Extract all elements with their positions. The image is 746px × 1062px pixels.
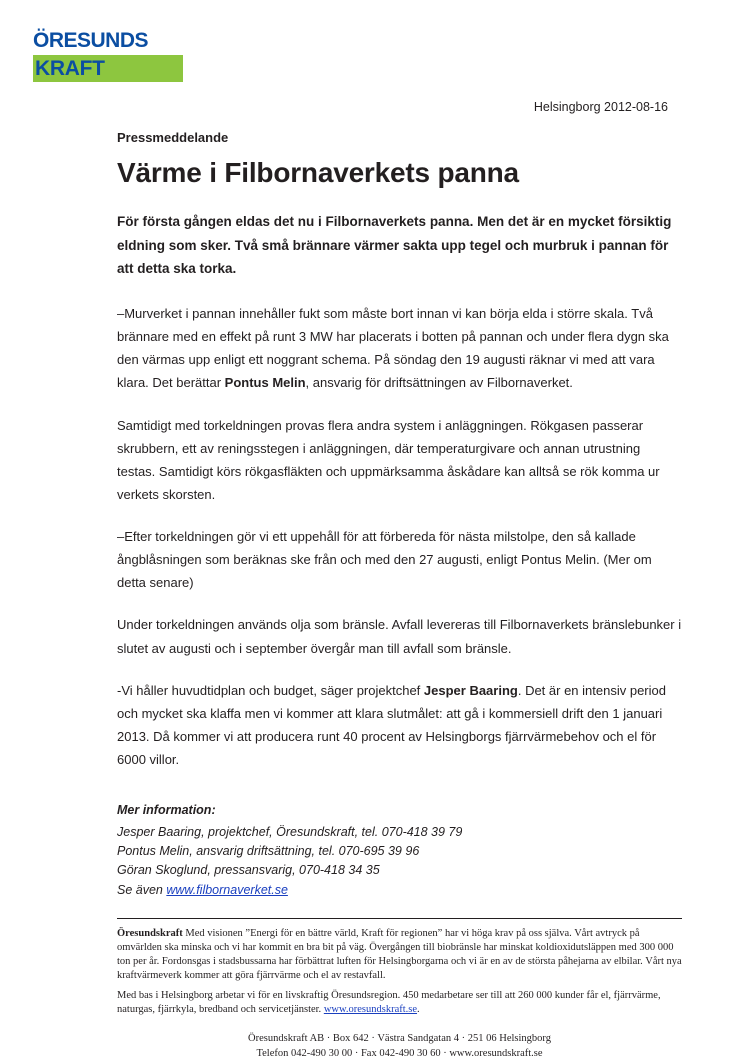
logo-bottom-row — [33, 55, 183, 82]
body-paragraph-5 — [117, 679, 682, 772]
logo-word-kraft: KRAFT — [35, 57, 105, 80]
place-date: Helsingborg 2012-08-16 — [533, 100, 668, 114]
boilerplate-paragraph-2 — [117, 989, 682, 1017]
boilerplate-company-name: Öresundskraft — [117, 928, 183, 940]
logo-top-row — [33, 28, 183, 55]
boilerplate-paragraph-1 — [117, 927, 682, 982]
more-information-title: Mer information: — [117, 803, 216, 818]
page-title: Värme i Filbornaverkets panna — [117, 157, 519, 188]
address-line-2: Telefon 042-490 30 00 · Fax 042-490 30 60 · www.oresundskraft.se — [256, 1048, 543, 1060]
address-line-1: Öresundskraft AB · Box 642 · Västra Sandgatan 4 · 251 06 Helsingborg — [248, 1033, 551, 1045]
see-also-line — [117, 881, 682, 900]
paragraph-1-bold: Pontus Melin — [224, 375, 306, 391]
body-paragraph-3: –Efter torkeldningen gör vi ett uppehåll för att förbereda för nästa milstolpe, den så kallade ångblåsningen som beräknas ske från och med den 27 augusti, enligt Pontus Melin. (Mer om detta senare) — [117, 529, 652, 591]
paragraph-5-bold: Jesper Baaring — [423, 682, 518, 698]
filbornaverket-link[interactable]: www.filbornaverket.se — [166, 882, 288, 897]
contact-pontus-melin: Pontus Melin, ansvarig driftsättning, tel. 070-695 39 96 — [117, 843, 420, 858]
paragraph-5-pre: -Vi håller huvudtidplan och budget, säger projektchef — [117, 682, 424, 698]
see-also-label: Se även — [117, 882, 167, 897]
lead-paragraph: För första gången eldas det nu i Filbornaverkets panna. Men det är en mycket försiktig eldning som sker. Två små brännare värmer sakta upp tegel och murbruk i pannan för att detta ska torka. — [117, 214, 672, 276]
logo-word-oresunds: ÖRESUNDS — [33, 29, 149, 52]
company-address — [117, 1031, 682, 1061]
contact-jesper-baaring: Jesper Baaring, projektchef, Öresundskraft, tel. 070-418 39 79 — [117, 824, 463, 839]
more-information-block — [117, 801, 682, 900]
boilerplate-text-2-pre: Med bas i Helsingborg arbetar vi för en livskraftig Öresundsregion. 450 medarbetare ser till att 260 000 kunder får el, fjärrvärme, naturgas, fjärrkyla, bredband och servicetjänster. — [117, 990, 661, 1016]
paragraph-5-post: . Det är en intensiv period och mycket ska klaffa men vi kommer att klara slutmålet: att gå i kommersiell drift den 1 januari 2013. Då kommer vi att producera runt 40 procent av Helsingborgs fjärrvärmebehov och el för 6000 villor. — [117, 682, 666, 768]
oresundskraft-link[interactable]: www.oresundskraft.se — [323, 1004, 418, 1016]
body-paragraph-1 — [117, 302, 682, 395]
paragraph-1-post: , ansvarig för driftsättningen av Filbornaverket. — [305, 375, 573, 391]
boilerplate-text-2-post: . — [417, 1004, 420, 1016]
document-body — [117, 130, 682, 1062]
company-boilerplate — [117, 927, 682, 1017]
kicker-pressmeddelande: Pressmeddelande — [117, 130, 229, 145]
boilerplate-text-1: Med visionen ”Energi för en bättre värld, Kraft för regionen” har vi höga krav på oss själva. Vårt avtryck på omvärlden ska minska och vi har kommit en bra bit på väg. Övergången till biobränsle har minskat koldioxidutsläppen med 300 000 ton per år. Fordonsgas i stadsbussarna har förbättrat luften för Helsingborgarna och vi är en av de största påhejarna av elbilar. Vårt nya kraftvärmeverk kommer att göra fjärrvärme och el av restavfall. — [117, 928, 682, 981]
contact-goran-skoglund: Göran Skoglund, pressansvarig, 070-418 34 35 — [117, 863, 380, 878]
body-paragraph-4: Under torkeldningen används olja som bränsle. Avfall levereras till Filbornaverkets bränslebunker i slutet av augusti och i september övergår man till avfall som bränsle. — [117, 617, 682, 656]
oresundskraft-logo — [33, 28, 183, 82]
paragraph-1-pre: –Murverket i pannan innehåller fukt som måste bort innan vi kan börja elda i större skala. Två brännare med en effekt på runt 3 MW har placerats i botten på pannan och under flera dygn ska den värmas upp enligt ett noggrant schema. På söndag den 19 augusti räknar vi med att vara klara. Det berättar — [117, 306, 669, 391]
footer-divider — [117, 918, 682, 919]
body-paragraph-2: Samtidigt med torkeldningen provas flera andra system i anläggningen. Rökgasen passerar skrubbern, ett av reningsstegen i anläggningen, där temperaturgivare och annan utrustning testas. Samtidigt körs rökgasfläkten och uppmärksamma åskådare kan alltså se rök komma ur verkets skorsten. — [117, 417, 660, 502]
